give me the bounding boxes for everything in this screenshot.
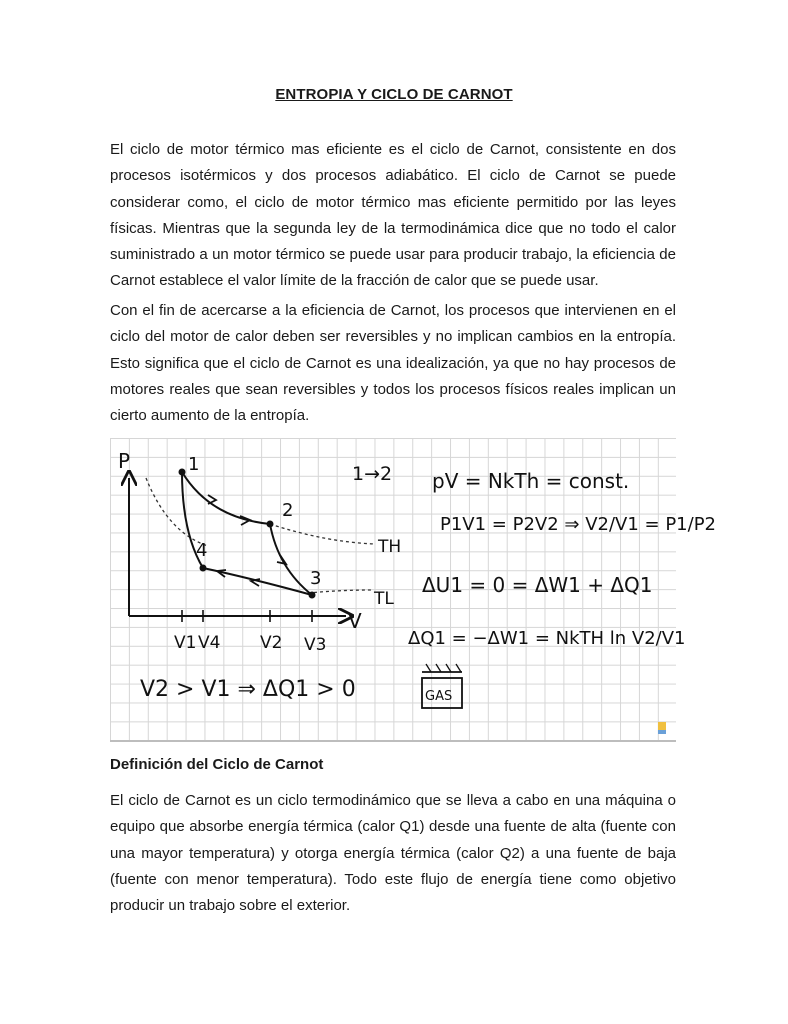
carnot-diagram-figure xyxy=(110,438,716,742)
document-title: ENTROPIA Y CICLO DE CARNOT xyxy=(275,86,513,103)
label-v4: V4 xyxy=(198,633,221,653)
isotherm-th-tail xyxy=(270,524,375,544)
equation-heat: ΔQ1 = −ΔW1 = NkTH ln V2/V1 xyxy=(408,628,686,649)
state-point-3 xyxy=(309,592,316,599)
label-v3: V3 xyxy=(304,635,327,655)
gas-label: GAS xyxy=(425,689,453,704)
label-v1: V1 xyxy=(174,633,197,653)
equation-conclusion: V2 > V1 ⇒ ΔQ1 > 0 xyxy=(140,677,356,702)
isotherm-tl-tail xyxy=(308,590,372,593)
isotherm-th-extension xyxy=(146,478,208,546)
label-step: 1→2 xyxy=(352,463,393,485)
paragraph-definition: El ciclo de Carnot es un ciclo termodinámico que se lleva a cabo en una máquina o equipo que absorbe energía térmica (calor Q1) desde una fuente de alta (fuente con una mayor temperatura) y otorga energía térmica (calor Q2) a una fuente de baja (fuente con menor temperatura). Todo este flujo de energía tiene como objetivo producir un trabajo sobre el exterior. xyxy=(110,792,676,915)
carnot-diagram xyxy=(110,438,716,740)
label-point-3: 3 xyxy=(310,568,322,589)
label-point-2: 2 xyxy=(282,500,294,521)
equation-ideal-gas: pV = NkTh = const. xyxy=(432,469,630,493)
label-th: TH xyxy=(378,537,402,557)
state-point-1 xyxy=(179,469,186,476)
label-tl: TL xyxy=(374,589,394,609)
v-axis-label: V xyxy=(348,609,362,633)
paragraph-efficiency: Con el fin de acercarse a la eficiencia de Carnot, los procesos que intervienen en el ciclo del motor de calor deben ser reversibles y no implican cambios en la entropía. Esto significa que el ciclo de Carnot es una idealización, ya que no hay procesos de motores reales que sean reversibles y todos los procesos físicos reales implican un cierto aumento de la entropía. xyxy=(110,302,676,425)
equation-energy: ΔU1 = 0 = ΔW1 + ΔQ1 xyxy=(422,573,653,597)
paragraph-intro: El ciclo de motor térmico mas eficiente es el ciclo de Carnot, consistente en dos procesos isotérmicos y dos procesos adiabático. El ciclo de Carnot se puede considerar como, el ciclo de motor térmico mas eficiente permitido por las leyes físicas. Mientras que la segunda ley de la termodinámica dice que no todo el calor suministrado a un motor térmico se puede usar para producir trabajo, la eficiencia de Carnot establece el valor límite de la fracción de calor que se puede usar. xyxy=(110,141,676,290)
state-point-4 xyxy=(200,565,207,572)
p-axis-label: P xyxy=(118,449,131,473)
label-point-1: 1 xyxy=(188,454,200,475)
equation-isotherm: P1V1 = P2V2 ⇒ V2/V1 = P1/P2 xyxy=(440,514,716,535)
curve-1-to-2 xyxy=(182,472,270,524)
state-point-2 xyxy=(267,521,274,528)
label-v2: V2 xyxy=(260,633,283,653)
watermark-icon xyxy=(658,722,666,730)
label-point-4: 4 xyxy=(196,540,208,561)
section-heading: Definición del Ciclo de Carnot xyxy=(110,756,324,773)
